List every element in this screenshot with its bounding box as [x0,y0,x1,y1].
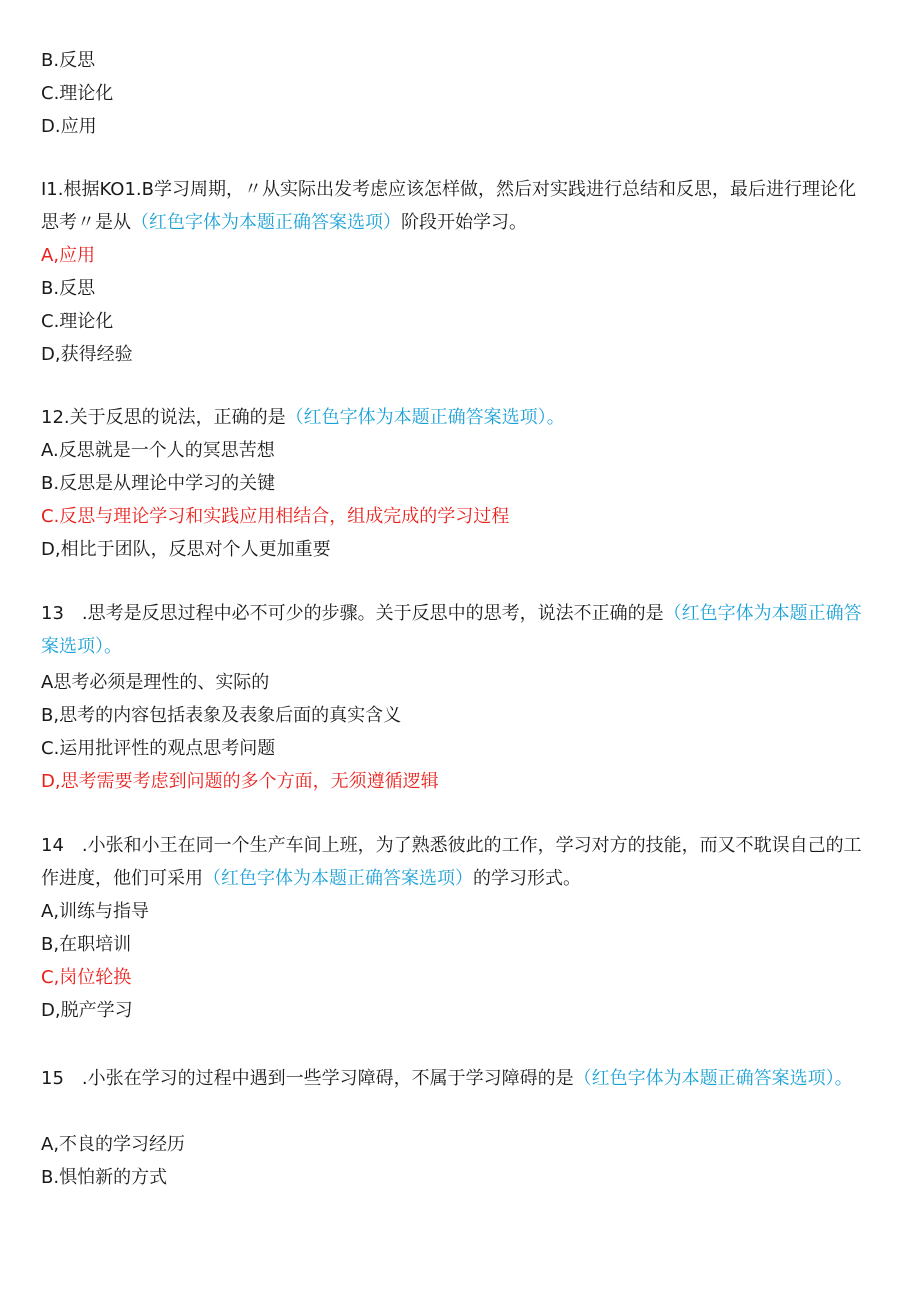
option-d: D.应用 [41,116,97,137]
question-11-option-d: D,获得经验 [41,344,133,365]
question-15-stem [41,1062,853,1095]
question-14-option-a: A,训练与指导 [41,901,150,922]
question-14-stem-part: 作进度，他们可采用 [41,868,203,889]
question-13-option-b: B,思考的内容包括表象及表象后面的真实含义 [41,705,402,726]
answer-hint: （红色字体为本题正确答案选项）。 [285,407,565,428]
question-11-option-c: C.理论化 [41,311,114,332]
answer-hint: （红色字体为本题正确答案选项） [131,212,401,233]
question-12-option-a: A.反思就是一个人的冥思苦想 [41,440,275,461]
question-11-stem-part: 阶段开始学习。 [401,212,527,233]
question-14-option-c-correct: C,岗位轮换 [41,967,132,988]
answer-hint: （红色字体为本题正确答案选项） [203,868,473,889]
answer-hint: （红色字体为本题正确答案选项）。 [573,1068,853,1089]
question-13-stem-line-2: 案选项）。 [41,636,122,657]
option-b: B.反思 [41,50,96,71]
question-12-option-c-correct: C.反思与理论学习和实践应用相结合，组成完成的学习过程 [41,506,510,527]
question-12-option-b: B.反思是从理论中学习的关键 [41,473,276,494]
question-11-stem-line-1: I1.根据KO1.B学习周期，〃从实际出发考虑应该怎样做，然后对实践进行总结和反思，最后进行理论化 [41,179,856,200]
question-11-option-b: B.反思 [41,278,96,299]
question-14-option-b: B,在职培训 [41,934,132,955]
question-13-option-c: C.运用批评性的观点思考问题 [41,738,276,759]
question-14-stem-line-2 [41,862,581,895]
answer-hint: （红色字体为本题正确答 [663,603,862,624]
question-15-option-b: B.惧怕新的方式 [41,1167,168,1188]
question-15-option-a: A,不良的学习经历 [41,1134,186,1155]
option-c: C.理论化 [41,83,114,104]
question-14-stem-part: 的学习形式。 [473,868,581,889]
question-13-option-d-correct: D,思考需要考虑到问题的多个方面，无须遵循逻辑 [41,771,439,792]
question-11-stem-part: 思考〃是从 [41,212,131,233]
question-14-stem-line-1: 14 .小张和小王在同一个生产车间上班，为了熟悉彼此的工作，学习对方的技能，而又不耽误自己的工 [41,835,862,856]
question-13-stem-part: 13 .思考是反思过程中必不可少的步骤。关于反思中的思考，说法不正确的是 [41,603,664,624]
question-14-option-d: D,脱产学习 [41,1000,133,1021]
question-12-option-d: D,相比于团队，反思对个人更加重要 [41,539,331,560]
question-12-stem-part: 12.关于反思的说法，正确的是 [41,407,286,428]
question-11-option-a-correct: A,应用 [41,245,96,266]
question-11-stem-line-2 [41,206,527,239]
question-12-stem [41,401,565,434]
question-15-stem-part: 15 .小张在学习的过程中遇到一些学习障碍，不属于学习障碍的是 [41,1068,574,1089]
question-13-option-a: A思考必须是理性的、实际的 [41,672,270,693]
question-13-stem-line-1 [41,597,862,630]
